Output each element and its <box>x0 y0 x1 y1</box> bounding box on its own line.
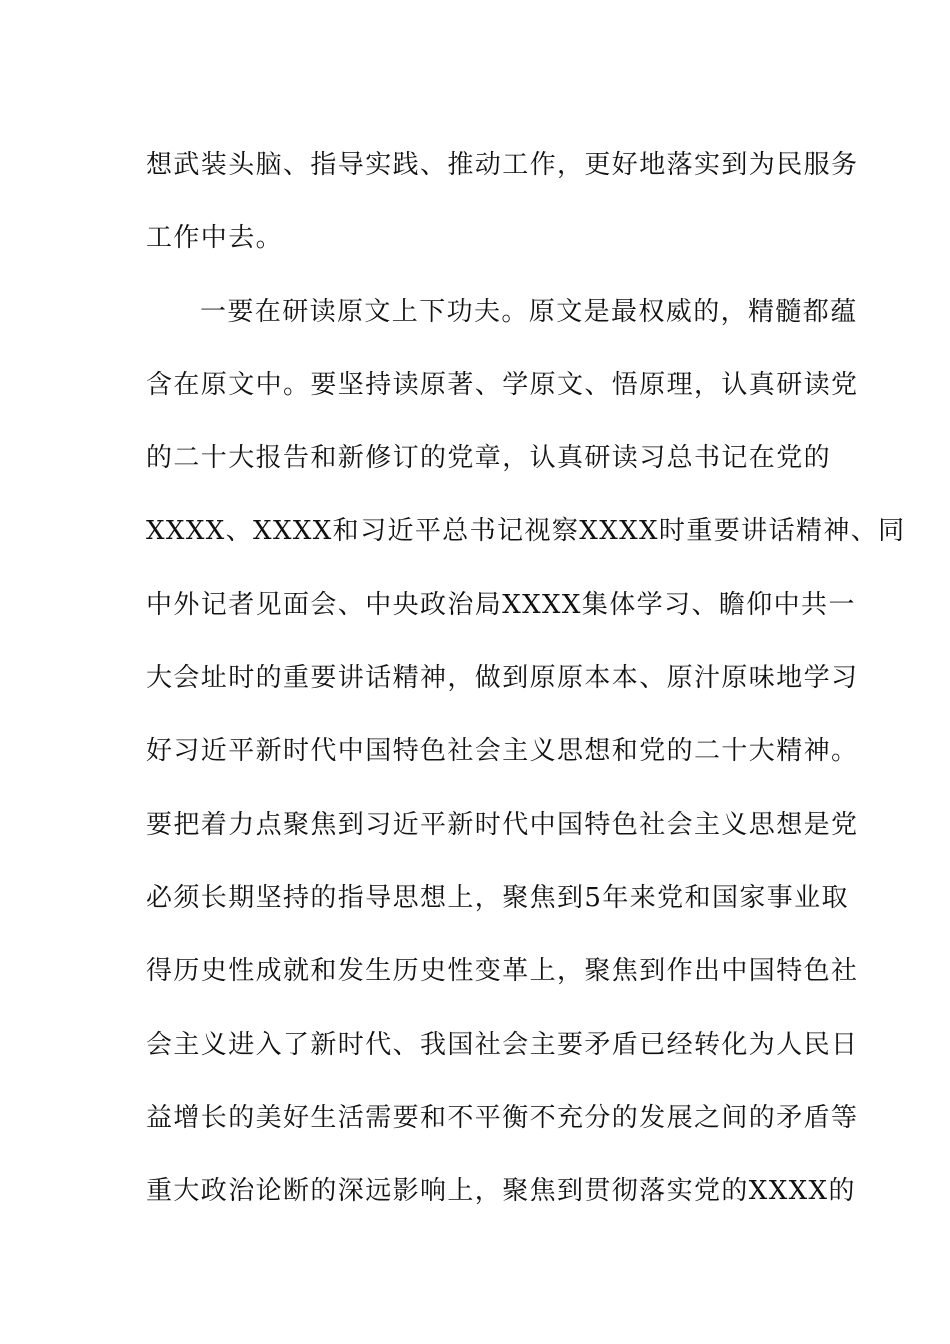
text-line: XXXX、XXXX和习近平总书记视察XXXX时重要讲话精神、同 <box>146 516 906 547</box>
text-line: 的二十大报告和新修订的党章，认真研读习总书记在党的 <box>146 443 832 474</box>
paragraph-start-line: 一要在研读原文上下功夫。原文是最权威的，精髓都蕴 <box>200 296 858 327</box>
text-line: 工作中去。 <box>146 223 284 254</box>
text-line: 益增长的美好生活需要和不平衡不充分的发展之间的矛盾等 <box>146 1102 859 1133</box>
text-line: 想武装头脑、指导实践、推动工作，更好地落实到为民服务 <box>146 150 859 180</box>
body-text <box>146 129 906 1228</box>
text-line: 中外记者见面会、中央政治局XXXX集体学习、瞻仰中共一 <box>146 589 856 620</box>
text-line: 必须长期坚持的指导思想上，聚焦到5年来党和国家事业取 <box>146 882 849 913</box>
text-line: 重大政治论断的深远影响上，聚焦到贯彻落实党的XXXX的 <box>146 1176 856 1207</box>
text-line: 含在原文中。要坚持读原著、学原文、悟原理，认真研读党 <box>146 369 859 400</box>
text-line: 会主义进入了新时代、我国社会主要矛盾已经转化为人民日 <box>146 1029 859 1060</box>
text-line: 好习近平新时代中国特色社会主义思想和党的二十大精神。 <box>146 736 859 767</box>
text-line: 大会址时的重要讲话精神，做到原原本本、原汁原味地学习 <box>146 663 859 694</box>
text-line: 得历史性成就和发生历史性变革上，聚焦到作出中国特色社 <box>146 956 859 987</box>
text-line: 要把着力点聚焦到习近平新时代中国特色社会主义思想是党 <box>146 809 859 840</box>
